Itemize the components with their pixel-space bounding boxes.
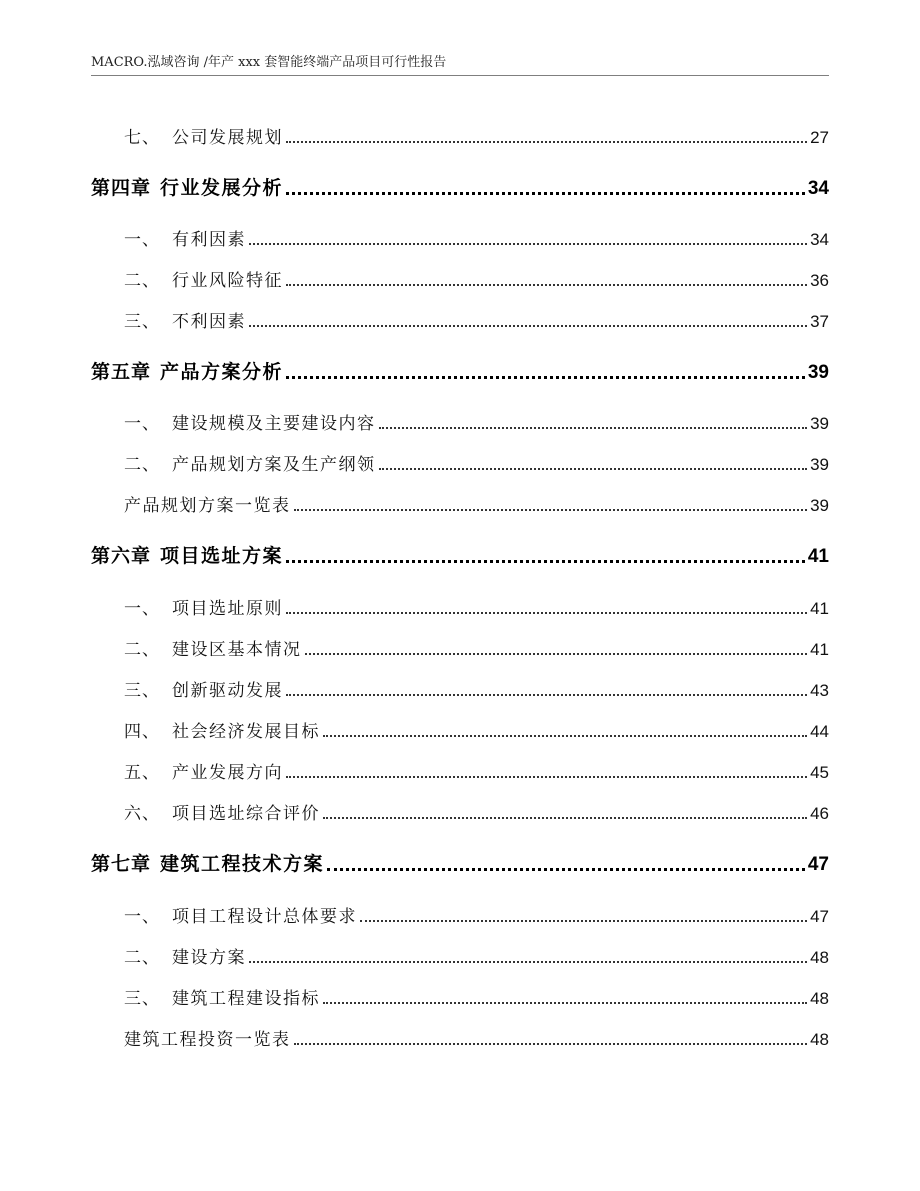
- toc-entry-title: 建设规模及主要建设内容: [172, 414, 376, 434]
- toc-chapter-number: 第四章: [91, 177, 152, 199]
- toc-entry-page: 37: [810, 312, 829, 331]
- toc-chapter-page: 41: [807, 546, 829, 567]
- toc-table-entry[interactable]: [124, 1026, 829, 1050]
- toc-entry[interactable]: [124, 124, 829, 148]
- dot-leader: [323, 735, 807, 737]
- toc-entry-page: 41: [810, 640, 829, 659]
- toc-entry-title: 项目工程设计总体要求: [172, 907, 357, 927]
- toc-entry-number: 二、: [124, 455, 160, 475]
- toc-entry-title: 社会经济发展目标: [172, 722, 320, 742]
- toc-entry-title: 建设区基本情况: [172, 640, 302, 660]
- dot-leader: [286, 141, 807, 143]
- toc-chapter-title: 项目选址方案: [160, 545, 284, 567]
- toc-chapter-title: 行业发展分析: [160, 177, 284, 199]
- toc-chapter-title: 产品方案分析: [160, 361, 284, 383]
- toc-entry-number: 二、: [124, 640, 160, 660]
- toc-entry-page: 48: [810, 989, 829, 1008]
- dot-leader: [249, 243, 807, 245]
- toc-chapter[interactable]: [91, 542, 829, 568]
- toc-entry-title: 公司发展规划: [172, 128, 283, 148]
- toc-entry-number: 三、: [124, 312, 160, 332]
- toc-entry-page: 41: [810, 599, 829, 618]
- dot-leader: [249, 325, 807, 327]
- dot-leader: [379, 468, 808, 470]
- toc-entry-number: 六、: [124, 804, 160, 824]
- dot-leader: [360, 920, 807, 922]
- dot-leader: [379, 427, 808, 429]
- toc-entry[interactable]: [124, 308, 829, 332]
- toc-entry-title: 有利因素: [172, 230, 246, 250]
- toc-entry-title: 产业发展方向: [172, 763, 283, 783]
- toc-entry-page: 27: [810, 128, 829, 147]
- toc-entry-number: 三、: [124, 989, 160, 1009]
- dot-leader: [294, 1043, 808, 1045]
- toc-entry-number: 三、: [124, 681, 160, 701]
- toc-entry-page: 39: [810, 455, 829, 474]
- toc-entry[interactable]: [124, 800, 829, 824]
- toc-entry-page: 39: [810, 414, 829, 433]
- toc-entry-page: 45: [810, 763, 829, 782]
- toc-entry[interactable]: [124, 410, 829, 434]
- toc-entry[interactable]: [124, 451, 829, 475]
- dot-leader: [323, 1002, 807, 1004]
- toc-chapter[interactable]: [91, 358, 829, 384]
- toc-entry-number: 一、: [124, 414, 160, 434]
- toc-entry-title: 行业风险特征: [172, 271, 283, 291]
- toc-chapter-number: 第六章: [91, 545, 152, 567]
- toc-entry-title: 项目选址综合评价: [172, 804, 320, 824]
- toc-chapter-title: 建筑工程技术方案: [160, 853, 325, 875]
- toc-entry-page: 44: [810, 722, 829, 741]
- toc-entry-number: 一、: [124, 230, 160, 250]
- toc-entry-page: 34: [810, 230, 829, 249]
- toc-entry-number: 二、: [124, 948, 160, 968]
- toc-entry-page: 36: [810, 271, 829, 290]
- toc-entry-page: 47: [810, 907, 829, 926]
- toc-entry-title: 建设方案: [172, 948, 246, 968]
- toc-table-title: 建筑工程投资一览表: [124, 1030, 291, 1050]
- dot-leader: [286, 694, 807, 696]
- toc-entry-number: 一、: [124, 907, 160, 927]
- toc-entry-page: 48: [810, 948, 829, 967]
- dot-leader: [305, 653, 808, 655]
- toc-entry-title: 项目选址原则: [172, 599, 283, 619]
- toc-entry-title: 建筑工程建设指标: [172, 989, 320, 1009]
- toc-entry[interactable]: [124, 267, 829, 291]
- toc-entry[interactable]: [124, 759, 829, 783]
- dot-leader: [249, 961, 807, 963]
- toc-table-entry[interactable]: [124, 492, 829, 516]
- toc-chapter-page: 47: [807, 854, 829, 875]
- dot-leader: [327, 868, 805, 871]
- toc-entry[interactable]: [124, 226, 829, 250]
- dot-leader: [286, 192, 805, 195]
- toc-entry-number: 四、: [124, 722, 160, 742]
- toc-table-page: 39: [810, 496, 829, 515]
- toc-chapter[interactable]: [91, 850, 829, 876]
- toc-entry-page: 43: [810, 681, 829, 700]
- dot-leader: [286, 560, 805, 563]
- toc-entry-page: 46: [810, 804, 829, 823]
- toc-entry-number: 二、: [124, 271, 160, 291]
- dot-leader: [294, 509, 808, 511]
- toc-entry[interactable]: [124, 595, 829, 619]
- toc-chapter-page: 39: [807, 362, 829, 383]
- toc-entry-number: 五、: [124, 763, 160, 783]
- toc-entry-number: 七、: [124, 128, 160, 148]
- toc-entry-title: 不利因素: [172, 312, 246, 332]
- dot-leader: [286, 376, 805, 379]
- toc-entry-number: 一、: [124, 599, 160, 619]
- header-title: MACRO.泓域咨询 /年产 xxx 套智能终端产品项目可行性报告: [91, 55, 447, 70]
- toc-entry[interactable]: [124, 718, 829, 742]
- toc-entry[interactable]: [124, 903, 829, 927]
- toc-chapter[interactable]: [91, 174, 829, 200]
- toc-entry[interactable]: [124, 985, 829, 1009]
- toc-table-page: 48: [810, 1030, 829, 1049]
- toc-entry[interactable]: [124, 944, 829, 968]
- toc-chapter-number: 第五章: [91, 361, 152, 383]
- dot-leader: [286, 612, 807, 614]
- dot-leader: [286, 776, 807, 778]
- toc-entry-title: 产品规划方案及生产纲领: [172, 455, 376, 475]
- dot-leader: [286, 284, 807, 286]
- toc-chapter-page: 34: [807, 178, 829, 199]
- toc-entry[interactable]: [124, 677, 829, 701]
- dot-leader: [323, 817, 807, 819]
- toc-entry-title: 创新驱动发展: [172, 681, 283, 701]
- toc-entry[interactable]: [124, 636, 829, 660]
- toc-chapter-number: 第七章: [91, 853, 152, 875]
- toc-table-title: 产品规划方案一览表: [124, 496, 291, 516]
